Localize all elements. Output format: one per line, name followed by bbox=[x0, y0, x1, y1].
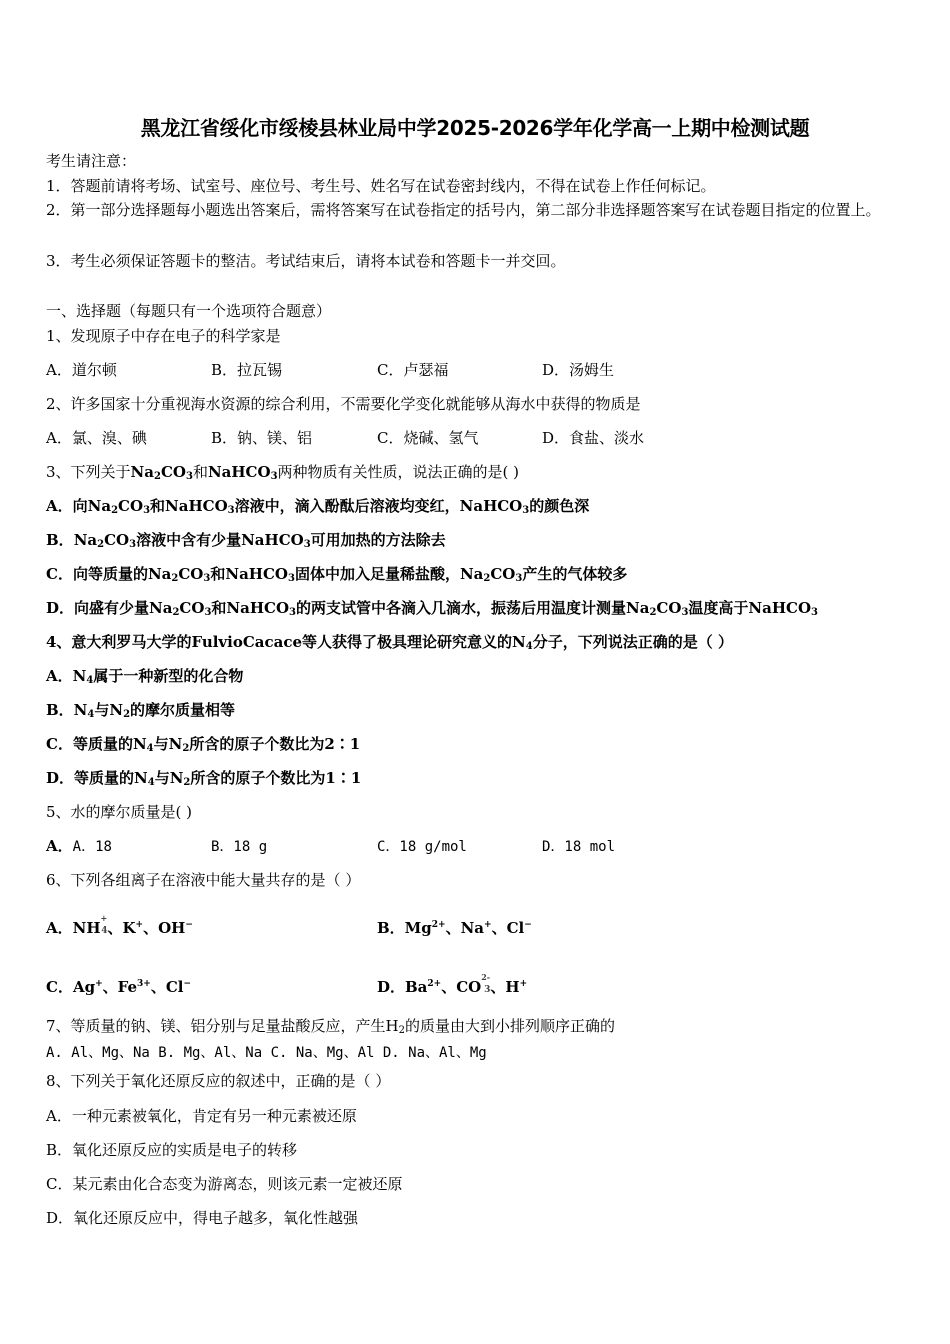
q6-stem: 6、下列各组离子在溶液中能大量共存的是（ ） bbox=[46, 871, 361, 889]
q2-option-b: B．钠、镁、铝 bbox=[211, 429, 313, 447]
q6-option-b: B．$Mg^{2+}$、Na+、Cl− bbox=[377, 919, 532, 937]
page-title: 黑龙江省绥化市绥棱县林业局中学2025-2026学年化学高一上期中检测试题 bbox=[140, 116, 810, 140]
notice-item-2: 2．第一部分选择题每小题选出答案后，需将答案写在试卷指定的括号内，第二部分非选择题答案写在试卷题目指定的位置上。 bbox=[46, 201, 881, 219]
q3-stem: 3、下列关于$Na_2CO_3$和NaHCO$_3$两种物质有关性质，说法正确的是( ) bbox=[46, 463, 520, 482]
q2-stem: 2、许多国家十分重视海水资源的综合利用，不需要化学变化就能够从海水中获得的物质是 bbox=[46, 395, 641, 413]
q5-option-a: A．A．18 bbox=[46, 837, 112, 855]
section-heading: 一、选择题（每题只有一个选项符合题意） bbox=[46, 302, 332, 320]
q5-option-d: D．18 mol bbox=[542, 839, 616, 855]
q4-option-c: C．等质量的$N_4$与$N_2$所含的原子个数比为2∶1 bbox=[46, 735, 361, 754]
q2-option-d: D．食盐、淡水 bbox=[542, 429, 645, 447]
formula-na2co3: $Na_2CO_3$ bbox=[130, 463, 193, 482]
q1-stem: 1、发现原子中存在电子的科学家是 bbox=[46, 327, 281, 345]
q3-option-c: C．向等质量的$Na_2CO_3$和NaHCO$_3$固体中加入足量稀盐酸，$Na_2CO_3$产生的气体较多 bbox=[46, 565, 628, 584]
q1-option-a: A．道尔顿 bbox=[46, 361, 117, 379]
q5-stem: 5、水的摩尔质量是( ) bbox=[46, 803, 193, 821]
q8-option-a: A．一种元素被氧化，肯定有另一种元素被还原 bbox=[46, 1107, 357, 1125]
q4-option-a: A．$N_4$属于一种新型的化合物 bbox=[46, 667, 244, 686]
q8-option-d: D．氧化还原反应中，得电子越多，氧化性越强 bbox=[46, 1209, 359, 1227]
q1-option-c: C．卢瑟福 bbox=[377, 361, 449, 379]
q8-option-c: C．某元素由化合态变为游离态，则该元素一定被还原 bbox=[46, 1175, 403, 1193]
q5-option-b: B．18 g bbox=[211, 839, 268, 855]
notice-item-1: 1．答题前请将考场、试室号、座位号、考生号、姓名写在试卷密封线内，不得在试卷上作任何标记。 bbox=[46, 177, 716, 195]
notice-heading: 考生请注意： bbox=[46, 152, 137, 170]
q6-option-a: A．NH+4、K+、OH− bbox=[46, 913, 193, 937]
q4-option-b: B．$N_4$与$N_2$的摩尔质量相等 bbox=[46, 701, 236, 720]
notice-item-3: 3．考生必须保证答题卡的整洁。考试结束后，请将本试卷和答题卡一并交回。 bbox=[46, 252, 566, 270]
q5-option-c: C．18 g/mol bbox=[377, 839, 467, 855]
q3-option-d: D．向盛有少量$Na_2CO_3$和NaHCO$_3$的两支试管中各滴入几滴水，振荡后用温度计测量$Na_2CO_3$温度高于NaHCO$_3$ bbox=[46, 599, 818, 618]
q3-option-b: B．$Na_2CO_3$溶液中含有少量NaHCO$_3$可用加热的方法除去 bbox=[46, 531, 446, 550]
q6-option-d: D．$Ba^{2+}$、$CO^{2-}3$、H+ bbox=[377, 972, 528, 996]
q8-option-b: B．氧化还原反应的实质是电子的转移 bbox=[46, 1141, 298, 1159]
q1-option-d: D．汤姆生 bbox=[542, 361, 615, 379]
q4-stem: 4、意大利罗马大学的FulvioCacace等人获得了极具理论研究意义的$N_4$分子，下列说法正确的是（ ） bbox=[46, 633, 733, 652]
q2-option-a: A．氯、溴、碘 bbox=[46, 429, 147, 447]
q4-option-d: D．等质量的$N_4$与$N_2$所含的原子个数比为1∶1 bbox=[46, 769, 362, 788]
q3-option-a: A．向$Na_2CO_3$和NaHCO$_3$溶液中，滴入酚酞后溶液均变红，NaHCO$_3$的颜色深 bbox=[46, 497, 590, 516]
q7-options: A. Al、Mg、Na B. Mg、Al、Na C. Na、Mg、Al D. Na、Al、Mg bbox=[46, 1045, 487, 1061]
q8-stem: 8、下列关于氧化还原反应的叙述中，正确的是（ ） bbox=[46, 1072, 391, 1090]
q1-option-b: B．拉瓦锡 bbox=[211, 361, 283, 379]
formula-nahco3: NaHCO$_3$ bbox=[207, 463, 278, 482]
q7-stem: 7、等质量的钠、镁、铝分别与足量盐酸反应，产生$H_2$的质量由大到小排列顺序正确的 bbox=[46, 1017, 616, 1036]
q6-option-c: C．Ag+、$Fe^{3+}$、Cl− bbox=[46, 978, 191, 996]
q3-stem-text: 3、下列关于 bbox=[46, 463, 131, 481]
q2-option-c: C．烧碱、氢气 bbox=[377, 429, 479, 447]
